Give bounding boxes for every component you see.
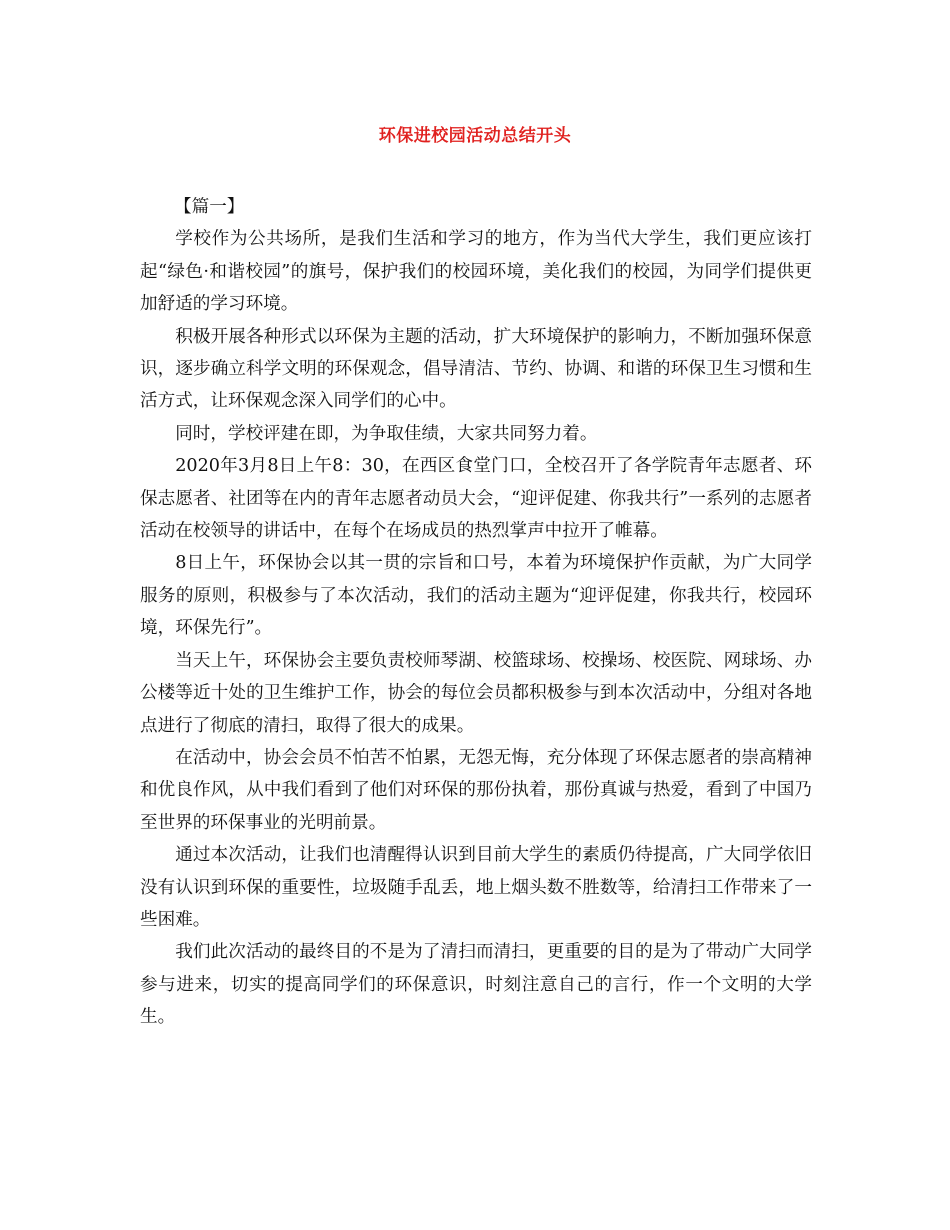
paragraph-6: 当天上午，环保协会主要负责校师琴湖、校篮球场、校操场、校医院、网球场、办公楼等近十处的卫生维护工作，协会的每位会员都积极参与到本次活动中，分组对各地点进行了彻底的清扫，取得了很大的成果。 [140, 650, 812, 736]
paragraph-1: 学校作为公共场所，是我们生活和学习的地方，作为当代大学生，我们更应该打起“绿色·和谐校园”的旗号，保护我们的校园环境，美化我们的校园，为同学们提供更加舒适的学习环境。 [140, 229, 812, 315]
document-body [140, 191, 812, 1034]
paragraph-7: 在活动中，协会会员不怕苦不怕累，无怨无悔，充分体现了环保志愿者的崇高精神和优良作风，从中我们看到了他们对环保的那份执着，那份真诚与热爱，看到了中国乃至世界的环保事业的光明前景。 [140, 747, 812, 833]
paragraph-8: 通过本次活动，让我们也清醒得认识到目前大学生的素质仍待提高，广大同学依旧没有认识到环保的重要性，垃圾随手乱丢，地上烟头数不胜数等，给清扫工作带来了一些困难。 [140, 845, 812, 930]
paragraph-9: 我们此次活动的最终目的不是为了清扫而清扫，更重要的目的是为了带动广大同学参与进来，切实的提高同学们的环保意识，时刻注意自己的言行，作一个文明的大学生。 [140, 942, 812, 1028]
document-title: 环保进校园活动总结开头 [378, 126, 572, 146]
paragraph-5: 8日上午，环保协会以其一贯的宗旨和口号，本着为环境保护作贡献，为广大同学服务的原则，积极参与了本次活动，我们的活动主题为“迎评促建，你我共行，校园环境，环保先行”。 [140, 553, 812, 639]
paragraph-4: 2020年3月8日上午8：30，在西区食堂门口，全校召开了各学院青年志愿者、环保志愿者、社团等在内的青年志愿者动员大会，“迎评促建、你我共行”一系列的志愿者活动在校领导的讲话中，在每个在场成员的热烈掌声中拉开了帷幕。 [140, 456, 812, 542]
paragraph-3: 同时，学校评建在即，为争取佳绩，大家共同努力着。 [175, 423, 598, 444]
section-label: 【篇一】 [174, 197, 245, 217]
paragraph-2: 积极开展各种形式以环保为主题的活动，扩大环境保护的影响力，不断加强环保意识，逐步确立科学文明的环保观念，倡导清洁、节约、协调、和谐的环保卫生习惯和生活方式，让环保观念深入同学们的心中。 [140, 326, 812, 412]
